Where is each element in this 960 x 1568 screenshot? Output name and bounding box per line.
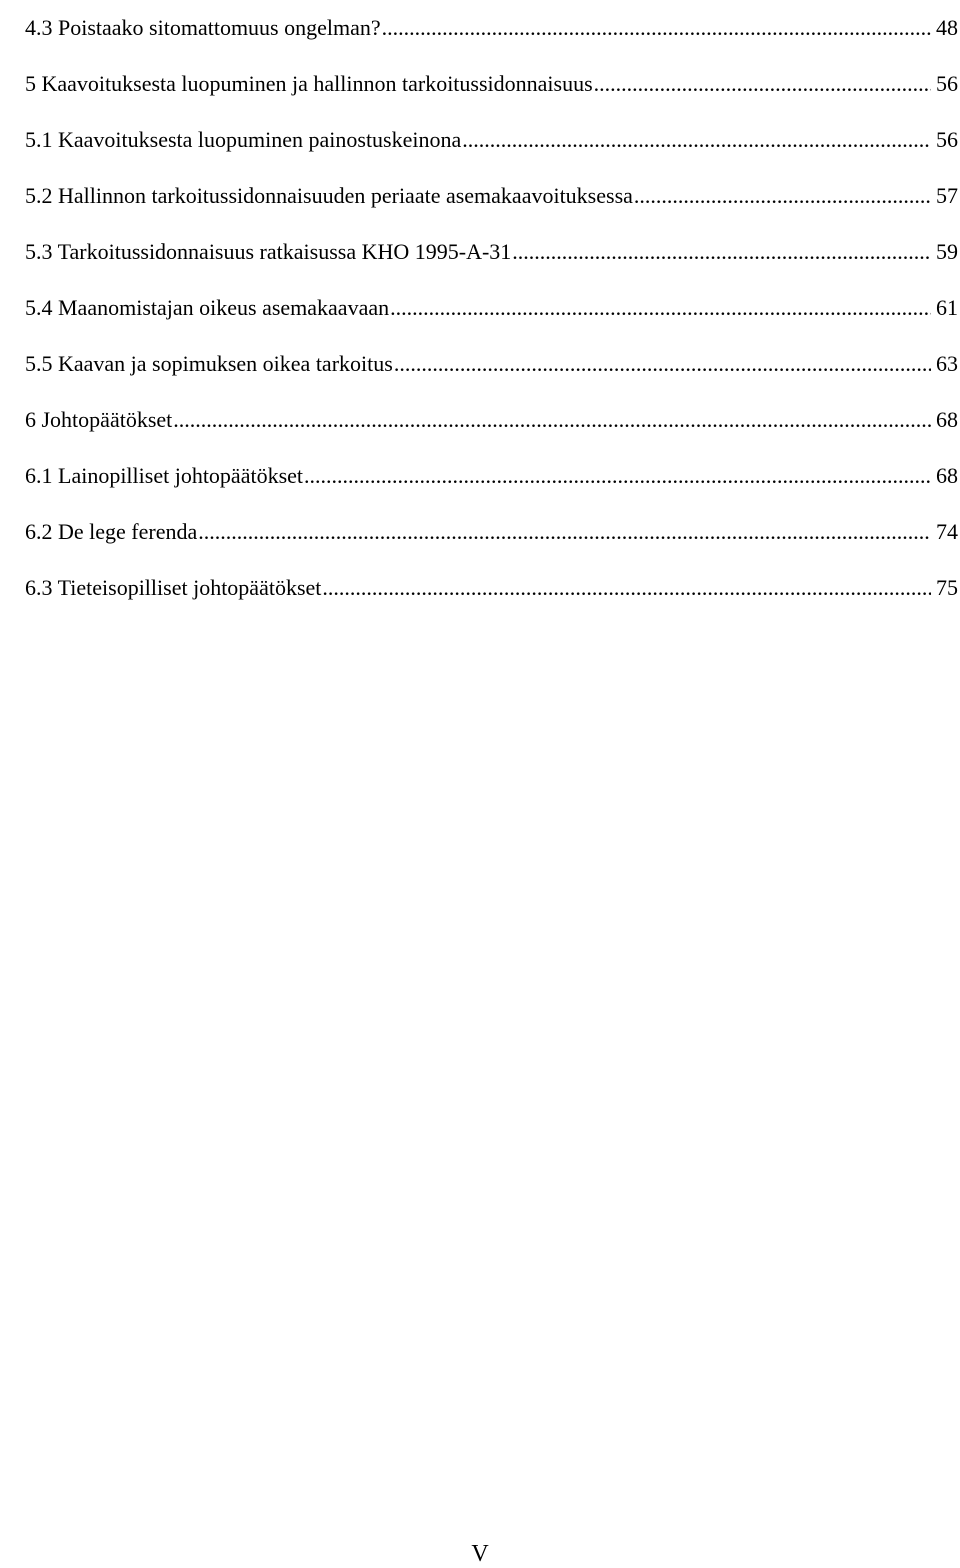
toc-dot-leader (594, 73, 931, 95)
toc-dot-leader (304, 465, 931, 487)
toc-entry-page: 63 (936, 351, 958, 376)
page-number-footer: V (471, 1541, 489, 1567)
toc-dot-leader (322, 577, 931, 599)
toc-entry-title: 6.1 Lainopilliset johtopäätökset (25, 463, 304, 488)
toc-dot-leader (198, 521, 931, 543)
toc-entry-page: 68 (936, 463, 958, 488)
toc-entry[interactable] (25, 448, 958, 504)
toc-entry-title: 6.3 Tieteisopilliset johtopäätökset (25, 575, 322, 600)
toc-entry-title: 6 Johtopäätökset (25, 407, 173, 432)
toc-entry[interactable] (25, 112, 958, 168)
toc-dot-leader (462, 129, 931, 151)
toc-entry[interactable] (25, 560, 958, 616)
toc-entry-page: 74 (936, 519, 958, 544)
toc-entry-page: 56 (936, 71, 958, 96)
toc-entry[interactable] (25, 392, 958, 448)
toc-entry[interactable] (25, 56, 958, 112)
toc-entry-title: 5.2 Hallinnon tarkoitussidonnaisuuden periaate asemakaavoituksessa (25, 183, 633, 208)
toc-entry-page: 68 (936, 407, 958, 432)
toc-entry-page: 48 (936, 15, 958, 40)
toc-entry-page: 75 (936, 575, 958, 600)
toc-entry-title: 5.4 Maanomistajan oikeus asemakaavaan (25, 295, 390, 320)
toc-entry-title: 5.5 Kaavan ja sopimuksen oikea tarkoitus (25, 351, 393, 376)
toc-entry[interactable] (25, 224, 958, 280)
toc-dot-leader (512, 241, 931, 263)
toc-entry-title: 6.2 De lege ferenda (25, 519, 198, 544)
toc-entry-title: 4.3 Poistaako sitomattomuus ongelman? (25, 15, 381, 40)
table-of-contents (25, 0, 958, 616)
toc-dot-leader (173, 409, 931, 431)
toc-entry[interactable] (25, 168, 958, 224)
toc-entry[interactable] (25, 504, 958, 560)
toc-entry-page: 61 (936, 295, 958, 320)
toc-entry-title: 5.3 Tarkoitussidonnaisuus ratkaisussa KHO 1995-A-31 (25, 239, 512, 264)
toc-entry-page: 59 (936, 239, 958, 264)
toc-entry[interactable] (25, 336, 958, 392)
toc-dot-leader (394, 353, 931, 375)
toc-entry-page: 56 (936, 127, 958, 152)
toc-dot-leader (390, 297, 931, 319)
toc-entry[interactable] (25, 0, 958, 56)
toc-entry-page: 57 (936, 183, 958, 208)
toc-dot-leader (382, 17, 931, 39)
toc-dot-leader (634, 185, 931, 207)
toc-entry-title: 5.1 Kaavoituksesta luopuminen painostuskeinona (25, 127, 462, 152)
toc-entry-title: 5 Kaavoituksesta luopuminen ja hallinnon tarkoitussidonnaisuus (25, 71, 593, 96)
toc-entry[interactable] (25, 280, 958, 336)
